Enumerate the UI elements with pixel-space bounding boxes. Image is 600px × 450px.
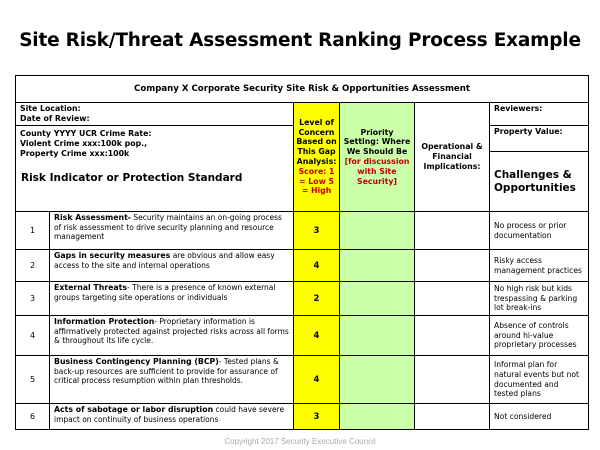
risk-indicator-title: Gaps in security measures: [54, 251, 171, 260]
priority-note-label: [for discussion with Site Security]: [344, 157, 410, 186]
priority-cell[interactable]: [340, 282, 415, 316]
row-number: 5: [16, 356, 50, 404]
row-number: 4: [16, 316, 50, 356]
priority-setting-label: Priority Setting: Where We Should Be: [343, 127, 411, 157]
site-info-cell: [16, 103, 294, 126]
challenge-text: Not considered: [490, 404, 589, 430]
risk-indicator: [50, 404, 294, 430]
priority-setting-header: [340, 103, 415, 212]
row-number: 3: [16, 282, 50, 316]
priority-cell[interactable]: [340, 356, 415, 404]
challenge-text: Informal plan for natural events but not documented and tested plans: [490, 356, 589, 404]
operational-cell[interactable]: [415, 356, 490, 404]
concern-score: 4: [294, 316, 340, 356]
level-of-concern-label: Level of Concern Based on This Gap Analysis:: [296, 117, 337, 166]
risk-indicator: [50, 356, 294, 404]
site-location-label: Site Location:: [20, 104, 81, 113]
copyright-footer: Copyright 2017 Security Executive Council: [224, 437, 376, 446]
challenge-text: No process or prior documentation: [490, 212, 589, 250]
challenge-text: No high risk but kids trespassing & parking lot break-ins: [490, 282, 589, 316]
row-number: 1: [16, 212, 50, 250]
row-number: 2: [16, 250, 50, 282]
priority-cell[interactable]: [340, 316, 415, 356]
risk-indicator-text: could have severe impact on continuity of business operations: [54, 405, 285, 424]
risk-indicator: [50, 212, 294, 250]
concern-score: 2: [294, 282, 340, 316]
concern-score: 3: [294, 404, 340, 430]
violent-crime-label: Violent Crime xxx:100k pop.,: [20, 139, 148, 148]
date-of-review-label: Date of Review:: [20, 114, 90, 123]
risk-indicator-text: are obvious and allow easy access to the site and internal operations: [54, 251, 275, 270]
operational-cell[interactable]: [415, 212, 490, 250]
table-row: [16, 250, 589, 282]
risk-indicator: [50, 250, 294, 282]
operational-cell[interactable]: [415, 282, 490, 316]
reviewers-cell: Reviewers:: [490, 103, 589, 126]
challenges-header: Challenges & Opportunities: [490, 152, 589, 212]
table-row: [16, 282, 589, 316]
risk-indicator-text: - There is a presence of known external groups targeting site operations or individuals: [54, 283, 276, 302]
concern-score: 4: [294, 356, 340, 404]
table-row: [16, 316, 589, 356]
property-value-cell: Property Value:: [490, 126, 589, 152]
operational-cell[interactable]: [415, 404, 490, 430]
priority-cell[interactable]: [340, 404, 415, 430]
property-crime-label: Property Crime xxx:100k: [20, 149, 130, 158]
risk-indicator-title: External Threats: [54, 283, 128, 292]
operational-cell[interactable]: [415, 316, 490, 356]
concern-score: 4: [294, 250, 340, 282]
table-row: [16, 404, 589, 430]
table-row: [16, 212, 589, 250]
risk-indicator-text: Security maintains an on-going process of risk assessment to drive security planning and resource management: [54, 213, 282, 242]
table-row: [16, 356, 589, 404]
operational-cell[interactable]: [415, 250, 490, 282]
risk-indicator-text: - Proprietary information is affirmatively protected against projected risks across all forms & throughout its life cycle.: [54, 317, 289, 346]
risk-indicator: [50, 282, 294, 316]
score-scale-label: Score: 1 = Low 5 = High: [298, 166, 335, 196]
company-header: Company X Corporate Security Site Risk & Opportunities Assessment: [16, 76, 589, 103]
risk-indicator-title: Business Contingency Planning (BCP): [54, 357, 219, 366]
risk-indicator: [50, 316, 294, 356]
risk-indicator-header: Risk Indicator or Protection Standard: [21, 172, 243, 184]
priority-cell[interactable]: [340, 250, 415, 282]
operational-header: Operational & Financial Implications:: [415, 103, 490, 212]
row-number: 6: [16, 404, 50, 430]
level-of-concern-header: [294, 103, 340, 212]
challenge-text: Risky access management practices: [490, 250, 589, 282]
concern-score: 3: [294, 212, 340, 250]
risk-indicator-title: Information Protection: [54, 317, 155, 326]
challenge-text: Absence of controls around hi-value proprietary processes: [490, 316, 589, 356]
crime-rate-label: County YYYY UCR Crime Rate:: [20, 129, 152, 138]
risk-indicator-text: - Tested plans & back-up resources are sufficient to provide for assurance of critical process resumption within plan thresholds.: [54, 357, 279, 386]
risk-indicator-title: Acts of sabotage or labor disruption: [54, 405, 214, 414]
crime-rate-cell: [16, 126, 294, 212]
risk-indicator-title: Risk Assessment-: [54, 213, 132, 222]
page-title: Site Risk/Threat Assessment Ranking Process Example: [19, 30, 581, 51]
assessment-table: [15, 75, 589, 430]
priority-cell[interactable]: [340, 212, 415, 250]
